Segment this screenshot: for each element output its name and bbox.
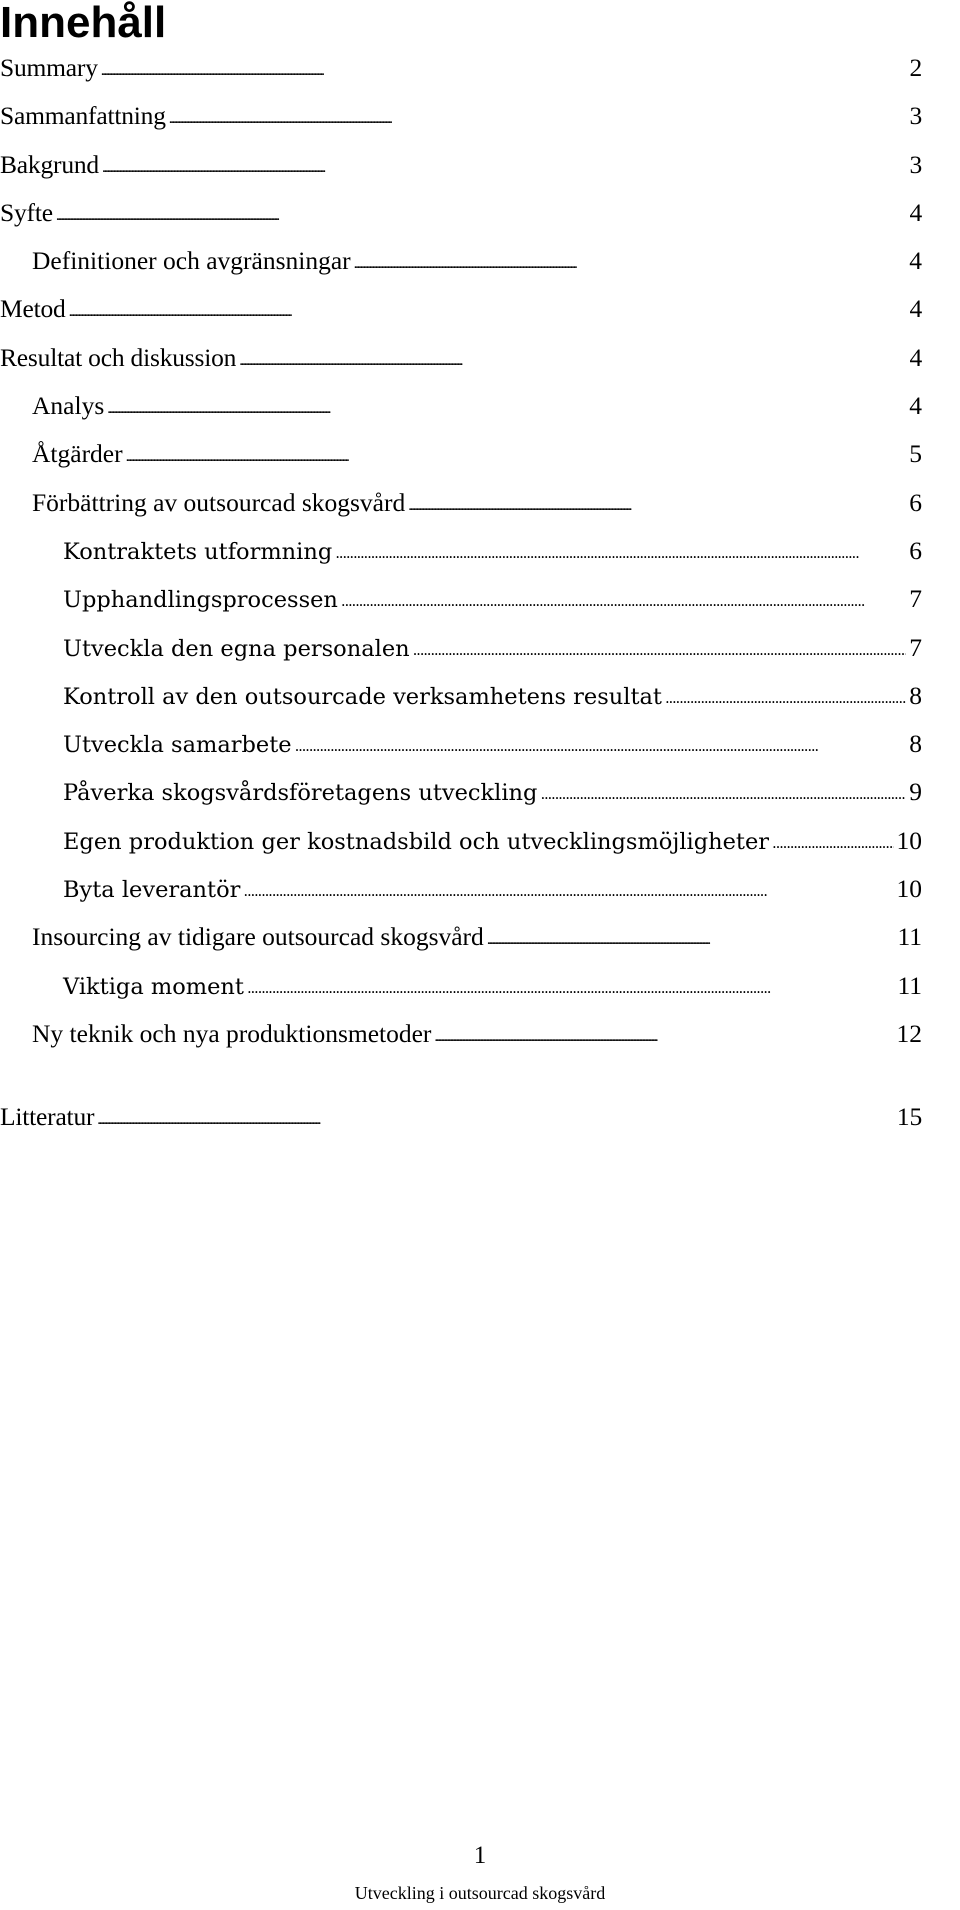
toc-entry-page: 4	[909, 197, 922, 227]
toc-entry-label: Utveckla samarbete	[63, 732, 292, 759]
toc-entry[interactable]	[0, 1093, 922, 1141]
toc-entry-page: 4	[909, 391, 922, 421]
toc-entry-page: 12	[896, 1018, 922, 1048]
toc-entry-label: Insourcing av tidigare outsourcad skogsvård	[32, 922, 484, 952]
toc-entry[interactable]	[0, 913, 922, 961]
toc-entry[interactable]	[0, 527, 922, 575]
table-of-contents	[0, 44, 922, 1142]
toc-entry-label: Påverka skogsvårdsföretagens utveckling	[63, 780, 538, 807]
toc-entry-page: 8	[909, 680, 922, 710]
toc-dot-leader	[126, 430, 907, 478]
footer-running-title: Utveckling i outsourcad skogsvård	[354, 1883, 606, 1903]
toc-entry[interactable]	[0, 962, 922, 1010]
toc-title: Innehåll	[0, 0, 167, 47]
toc-entry-page: 10	[896, 825, 922, 855]
toc-entry[interactable]	[0, 285, 922, 333]
toc-entry-label: Egen produktion ger kostnadsbild och utvecklingsmöjligheter	[63, 828, 770, 855]
toc-entry[interactable]	[0, 768, 922, 816]
toc-entry-page: 4	[909, 342, 922, 372]
toc-entry[interactable]	[0, 1010, 922, 1058]
footer-page-number: 1	[473, 1842, 487, 1869]
toc-entry-label: Syfte	[0, 197, 53, 227]
toc-dot-leader	[540, 768, 906, 816]
toc-dot-leader	[413, 624, 907, 672]
toc-entry[interactable]	[0, 141, 922, 189]
toc-entry[interactable]	[0, 334, 922, 382]
toc-entry-label: Analys	[32, 391, 105, 421]
toc-dot-leader	[56, 189, 907, 237]
toc-entry-page: 10	[896, 874, 922, 904]
toc-entry-label: Summary	[0, 53, 98, 82]
toc-entry-page: 5	[909, 439, 922, 469]
toc-entry-label: Kontraktets utformning	[63, 538, 333, 565]
toc-entry-page: 6	[909, 487, 922, 517]
toc-entry[interactable]	[0, 720, 922, 768]
toc-dot-leader	[434, 1010, 893, 1058]
toc-entry-page: 11	[897, 922, 922, 952]
toc-entry[interactable]	[0, 865, 922, 913]
toc-entry[interactable]	[0, 672, 922, 720]
toc-entry-label: Byta leverantör	[63, 877, 241, 904]
toc-entry[interactable]	[0, 430, 922, 478]
toc-entry-label: Bakgrund	[0, 149, 99, 179]
toc-dot-leader	[107, 382, 906, 430]
toc-entry-label: Definitioner och avgränsningar	[32, 246, 351, 276]
toc-entry-page: 3	[909, 101, 922, 131]
toc-entry-page: 4	[909, 294, 922, 324]
toc-entry-page: 6	[909, 535, 922, 565]
toc-entry[interactable]	[0, 575, 922, 623]
toc-entry[interactable]	[0, 189, 922, 237]
toc-dot-leader	[665, 672, 906, 720]
toc-entry[interactable]	[0, 479, 922, 527]
toc-dot-leader	[295, 720, 907, 768]
toc-entry-page: 7	[909, 584, 922, 614]
toc-dot-leader	[247, 962, 894, 1010]
toc-dot-leader	[239, 334, 906, 382]
toc-entry[interactable]	[0, 44, 922, 92]
toc-entry-label: Upphandlingsprocessen	[63, 587, 338, 614]
toc-dot-leader	[772, 817, 893, 865]
toc-dot-leader	[101, 44, 907, 92]
toc-dot-leader	[169, 92, 907, 140]
toc-entry[interactable]	[0, 817, 922, 865]
toc-dot-leader	[487, 913, 895, 961]
toc-entry-page: 8	[909, 729, 922, 759]
toc-entry-label: Utveckla den egna personalen	[63, 635, 410, 662]
toc-entry-page: 4	[909, 246, 922, 276]
toc-dot-leader	[69, 285, 907, 333]
toc-entry[interactable]	[0, 237, 922, 285]
toc-entry-page: 9	[909, 777, 922, 807]
toc-entry-page: 3	[909, 149, 922, 179]
toc-entry-label: Förbättring av outsourcad skogsvård	[32, 487, 406, 517]
toc-entry-label: Viktiga moment	[63, 973, 244, 1000]
toc-dot-leader	[408, 479, 906, 527]
toc-entry-label: Kontroll av den outsourcade verksamhetens resultat	[63, 683, 662, 710]
toc-entry-page: 15	[896, 1102, 922, 1132]
toc-dot-leader	[354, 237, 907, 285]
toc-dot-leader	[243, 865, 893, 913]
toc-dot-leader	[97, 1093, 894, 1141]
toc-entry-label: Metod	[0, 294, 66, 324]
toc-entry-page: 2	[909, 53, 922, 82]
toc-entry-label: Åtgärder	[32, 439, 123, 469]
toc-entry[interactable]	[0, 624, 922, 672]
toc-dot-leader	[341, 575, 906, 623]
toc-dot-leader	[335, 527, 906, 575]
toc-entry-label: Litteratur	[0, 1102, 95, 1132]
toc-entry[interactable]	[0, 382, 922, 430]
toc-entry-label: Resultat och diskussion	[0, 342, 237, 372]
toc-entry-label: Sammanfattning	[0, 101, 166, 131]
toc-entry-page: 11	[897, 970, 922, 1000]
toc-entry-page: 7	[909, 632, 922, 662]
toc-entry-label: Ny teknik och nya produktionsmetoder	[32, 1018, 432, 1048]
toc-entry[interactable]	[0, 92, 922, 140]
toc-dot-leader	[102, 141, 906, 189]
